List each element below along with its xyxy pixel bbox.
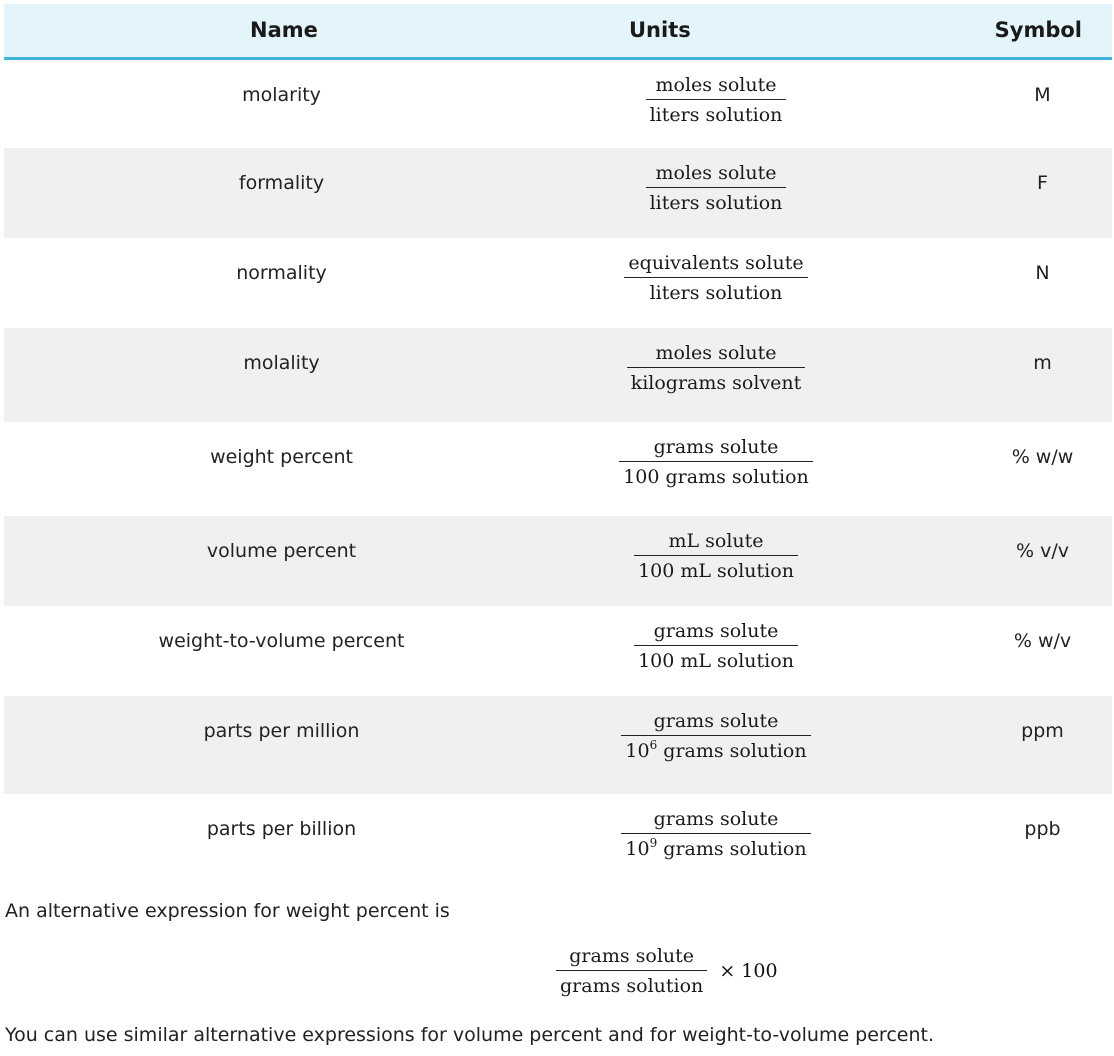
fraction-numerator: grams solute [621,709,810,736]
units-fraction [646,161,787,215]
header-name: Name [4,4,559,58]
denominator-rest: grams solution [657,740,807,762]
fraction-denominator [621,834,810,861]
fraction-numerator: equivalents solute [624,251,807,278]
denominator-rest: grams solution [657,838,807,860]
table-row [4,794,1112,892]
row-symbol: % w/v [1013,630,1072,652]
units-fraction [619,435,813,489]
fraction-numerator: moles solute [646,73,787,100]
row-name: parts per billion [206,818,357,840]
fraction-numerator: mL solute [634,529,798,556]
table-row [4,148,1112,238]
units-fraction [621,807,810,861]
row-units [559,794,953,892]
row-symbol: % w/w [1011,446,1074,468]
fraction-numerator: grams solute [621,807,810,834]
fraction-denominator [621,736,810,763]
row-units [559,58,953,148]
units-fraction [634,619,798,673]
row-name: formality [238,172,325,194]
fraction-denominator: liters solution [649,192,783,214]
table-row [4,58,1112,148]
row-name: parts per million [203,720,360,742]
alt-multiplier: × 100 [719,960,778,982]
units-fraction [634,529,798,583]
row-units [559,148,953,238]
units-fraction [621,709,810,763]
row-name: weight percent [210,446,353,468]
row-units [559,516,953,606]
row-name: weight-to-volume percent [158,630,405,652]
fraction-denominator: kilograms solvent [630,372,802,394]
row-units [559,328,953,422]
table-row [4,606,1112,696]
units-fraction [646,73,787,127]
fraction-denominator: liters solution [649,103,783,126]
table-row [4,328,1112,422]
row-name: volume percent [206,540,357,562]
alternative-formula [556,944,778,998]
header-units: Units [559,4,953,58]
row-units [559,422,953,516]
row-symbol: % v/v [1016,540,1069,562]
fraction-numerator: grams solute [619,435,813,462]
table-row [4,422,1112,516]
table-header-row [4,4,1112,58]
row-name: molarity [242,83,321,106]
denominator-exponent: 6 [649,738,658,752]
row-units [559,238,953,328]
concentration-units-table [4,4,1112,892]
fraction-numerator: moles solute [627,341,806,368]
table-row [4,516,1112,606]
fraction-denominator: 100 mL solution [638,650,794,672]
row-symbol: ppb [1024,818,1061,840]
alt-fraction-numerator: grams solute [556,944,707,971]
units-fraction [627,341,806,395]
denominator-base: 10 [625,838,650,860]
units-fraction [624,251,807,305]
row-units [559,606,953,696]
bottom-paragraph: You can use similar alternative expressions for volume percent and for weight-to-volume percent. [5,1024,934,1046]
fraction-numerator: grams solute [634,619,798,646]
header-symbol: Symbol [953,4,1112,58]
row-symbol: M [1034,83,1051,106]
row-symbol: F [1037,172,1048,194]
row-name: molality [243,352,320,374]
fraction-denominator: 100 grams solution [623,466,809,488]
row-symbol: ppm [1021,720,1064,742]
row-units [559,696,953,794]
denominator-base: 10 [625,740,650,762]
table-row [4,696,1112,794]
row-name: normality [236,262,327,284]
table-row [4,238,1112,328]
alt-fraction-denominator: grams solution [560,975,704,997]
denominator-exponent: 9 [649,836,658,850]
row-symbol: m [1033,352,1052,374]
fraction-denominator: 100 mL solution [638,560,794,582]
fraction-denominator: liters solution [649,282,783,304]
alt-fraction [556,944,707,998]
row-symbol: N [1035,262,1050,284]
fraction-numerator: moles solute [646,161,787,188]
alternative-expression-text: An alternative expression for weight percent is [5,900,450,922]
